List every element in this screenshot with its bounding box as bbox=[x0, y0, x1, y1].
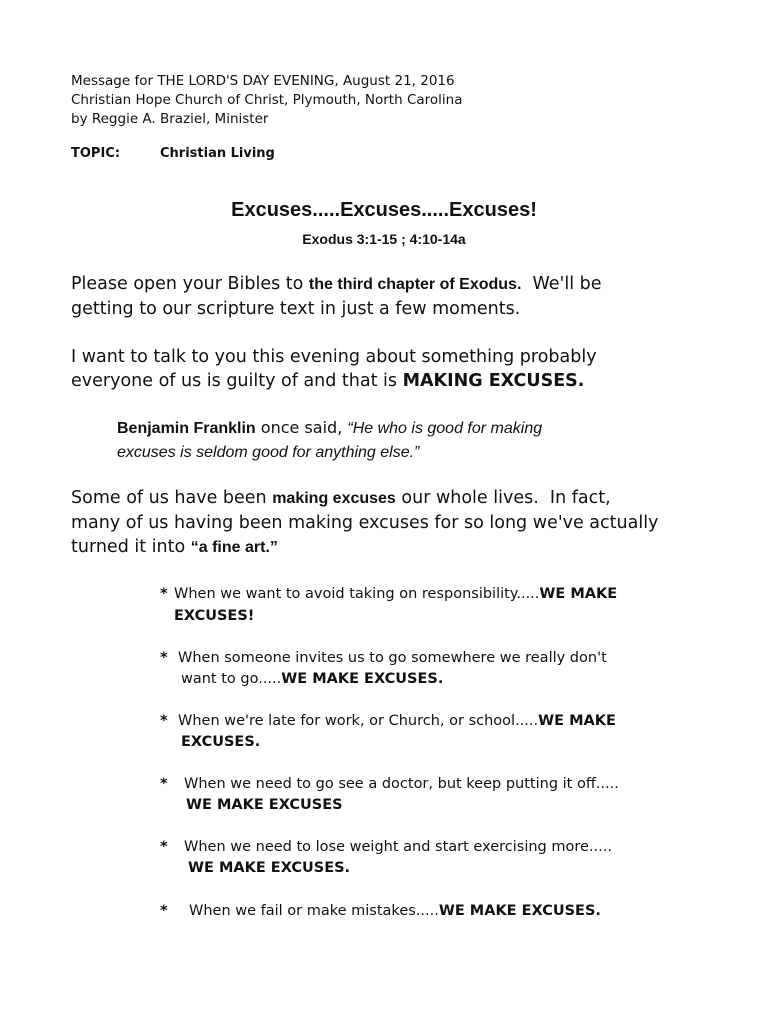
bullet-star: * bbox=[160, 586, 168, 602]
bullet-bold-line2: EXCUSES. bbox=[181, 734, 261, 750]
topic-value: Christian Living bbox=[160, 146, 275, 161]
bullet-bold-line2: WE MAKE EXCUSES bbox=[186, 797, 343, 813]
header-author: by Reggie A. Braziel, Minister bbox=[71, 111, 269, 127]
paragraph-making-excuses bbox=[71, 345, 711, 393]
bullet-bold: WE MAKE bbox=[538, 713, 616, 729]
quote-author: Benjamin Franklin bbox=[117, 420, 256, 437]
bullet-star: * bbox=[160, 903, 168, 919]
p3-line3-emphasis: “a fine art.” bbox=[190, 539, 278, 556]
bullet-text: When someone invites us to go somewhere we really don't bbox=[178, 650, 607, 666]
p3-emphasis: making excuses bbox=[272, 490, 396, 507]
bullet-text: When we want to avoid taking on responsibility..... bbox=[174, 586, 540, 602]
message-header bbox=[71, 72, 463, 129]
p2-line2: everyone of us is guilty of and that is bbox=[71, 371, 403, 391]
bullet-bold-line2: EXCUSES! bbox=[174, 608, 255, 624]
p2-emphasis: MAKING EXCUSES. bbox=[402, 371, 585, 391]
header-occasion: Message for THE LORD'S DAY EVENING, August 21, 2016 bbox=[71, 73, 455, 89]
bullet-bold-line2: WE MAKE EXCUSES. bbox=[188, 860, 351, 876]
topic-line bbox=[71, 146, 275, 161]
topic-label: TOPIC: bbox=[71, 146, 121, 161]
bullet-text: When we need to lose weight and start exercising more..... bbox=[184, 839, 612, 855]
bullet-star: * bbox=[160, 650, 168, 666]
header-church: Christian Hope Church of Christ, Plymouth, North Carolina bbox=[71, 92, 463, 108]
quote-line2: excuses is seldom good for anything else.” bbox=[117, 444, 420, 461]
paragraph-open-bibles bbox=[71, 272, 711, 321]
p1-emphasis: the third chapter of Exodus. bbox=[308, 276, 522, 293]
bullet-text-line2: want to go..... bbox=[181, 671, 282, 687]
p2-line1: I want to talk to you this evening about something probably bbox=[71, 347, 597, 367]
p3-line2: many of us having been making excuses for so long we've actually bbox=[71, 513, 659, 533]
p3-line1-after: our whole lives. In fact, bbox=[395, 488, 611, 508]
quote-said: once said, bbox=[255, 418, 348, 437]
bullet-star: * bbox=[160, 776, 168, 792]
p1-after: We'll be bbox=[521, 274, 602, 294]
quote-line1: “He who is good for making bbox=[347, 420, 543, 437]
franklin-quote bbox=[117, 416, 677, 464]
bullet-bold: WE MAKE EXCUSES. bbox=[438, 903, 601, 919]
bullet-star: * bbox=[160, 839, 168, 855]
bullet-text: When we fail or make mistakes..... bbox=[189, 903, 439, 919]
scripture-reference: Exodus 3:1-15 ; 4:10-14a bbox=[302, 231, 466, 247]
p3-line1-before: Some of us have been bbox=[71, 488, 273, 508]
paragraph-fine-art bbox=[71, 486, 711, 560]
sermon-title: Excuses.....Excuses.....Excuses! bbox=[231, 199, 537, 221]
bullet-star: * bbox=[160, 713, 168, 729]
p3-line3-before: turned it into bbox=[71, 537, 191, 557]
p1-line2: getting to our scripture text in just a few moments. bbox=[71, 299, 521, 319]
bullet-text: When we're late for work, or Church, or school..... bbox=[178, 713, 539, 729]
bullet-text: When we need to go see a doctor, but keep putting it off..... bbox=[184, 776, 619, 792]
bullet-bold-line2: WE MAKE EXCUSES. bbox=[281, 671, 444, 687]
p1-before: Please open your Bibles to bbox=[71, 274, 309, 294]
bullet-bold: WE MAKE bbox=[539, 586, 618, 602]
